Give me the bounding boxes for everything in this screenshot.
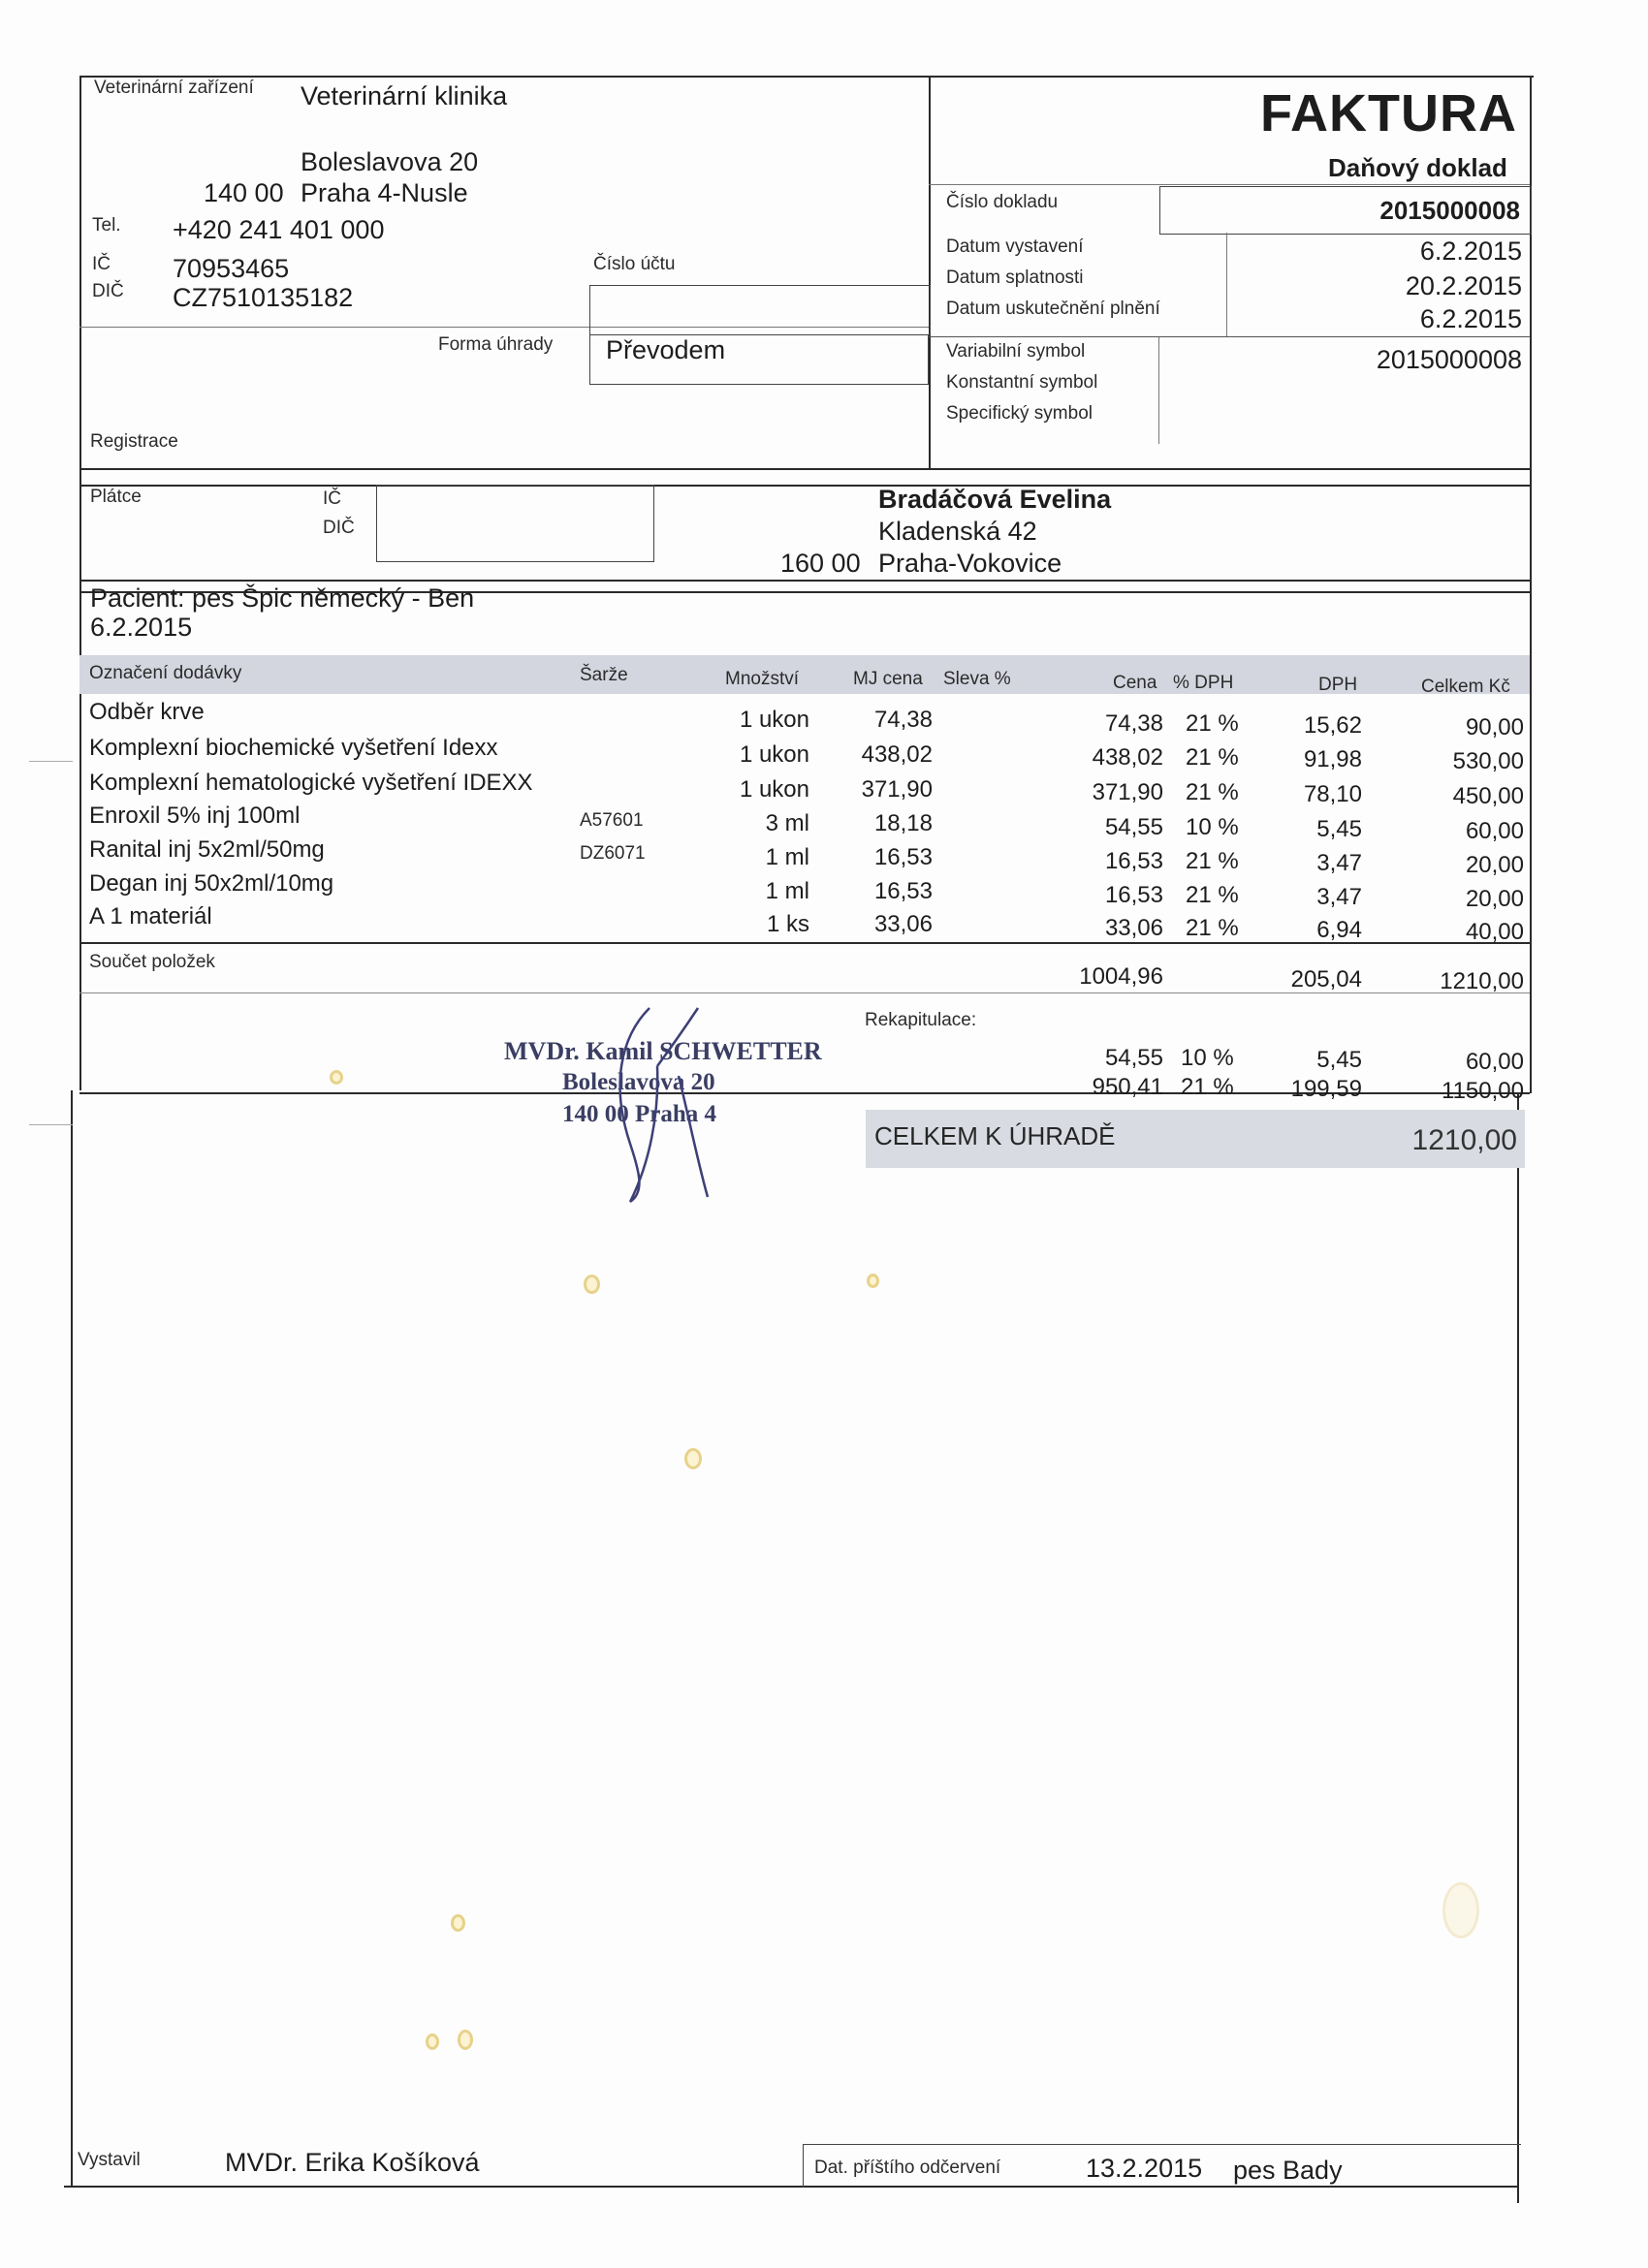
row-unit-price: 33,06 [873,911,933,937]
col-vat: DPH [1318,675,1358,695]
row-qty: 1 ukon [739,741,809,768]
recap-total: 1150,00 [1442,1078,1524,1104]
col-item: Označení dodávky [89,663,242,683]
payer-city: Praha-Vokovice [878,549,1062,578]
row-item: Ranital inj 5x2ml/50mg [89,836,325,863]
stain-spot [330,1070,343,1085]
invoice-subtitle: Daňový doklad [1328,153,1507,182]
supply-label: Datum uskutečnění plnění [946,299,1160,319]
invoice-title: FAKTURA [1260,84,1517,142]
patient-line: Pacient: pes Špic německý - Ben [90,583,475,613]
next-deworming-note: pes Bady [1233,2156,1343,2185]
row-qty: 1 ukon [739,776,809,803]
row-vat-rate: 21 % [1186,882,1239,908]
row-vat: 91,98 [1303,746,1362,772]
row-price: 54,55 [1104,814,1163,840]
row-unit-price: 16,53 [873,844,933,870]
row-total: 40,00 [1465,919,1524,945]
row-vat-rate: 21 % [1186,915,1239,941]
variable-symbol: 2015000008 [1376,345,1522,374]
row-vat-rate: 21 % [1186,779,1239,805]
clinic-dic-label: DIČ [92,281,124,301]
row-unit-price: 371,90 [861,776,933,803]
row-item: A 1 materiál [89,903,212,929]
row-total: 530,00 [1452,748,1524,774]
ks-label: Konstantní symbol [946,372,1098,393]
number-label: Číslo dokladu [946,192,1059,212]
row-total: 90,00 [1465,714,1524,740]
recap-price: 54,55 [1104,1045,1163,1071]
payer-street: Kladenská 42 [878,517,1037,546]
payment-value: Převodem [606,335,726,364]
clinic-label: Veterinární zařízení [94,78,254,98]
col-batch: Šarže [580,665,628,685]
next-deworming-label: Dat. příštího odčervení [814,2158,1001,2178]
row-batch: A57601 [580,810,644,831]
sum-label: Součet položek [89,952,215,972]
row-item: Komplexní hematologické vyšetření IDEXX [89,770,533,796]
recap-vat: 5,45 [1316,1047,1362,1073]
invoice-number: 2015000008 [1379,196,1520,225]
row-vat-rate: 21 % [1186,710,1239,737]
row-vat: 6,94 [1316,917,1362,943]
due-date: 20.2.2015 [1405,271,1522,300]
row-total: 20,00 [1465,852,1524,878]
clinic-name: Veterinární klinika [301,81,508,110]
account-label: Číslo účtu [593,254,676,274]
row-total: 60,00 [1465,818,1524,844]
issued-by-label: Vystavil [78,2150,141,2170]
col-qty: Množství [725,669,800,689]
stain-spot [1442,1882,1479,1938]
stain-spot [684,1448,702,1469]
clinic-city: Praha 4-Nusle [301,178,468,207]
recap-rate: 21 % [1181,1074,1234,1100]
stamp-line-3: 140 00 Praha 4 [562,1101,717,1127]
stain-spot [451,1914,465,1932]
payment-label: Forma úhrady [438,334,554,355]
stain-spot [458,2030,473,2050]
row-item: Komplexní biochemické vyšetření Idexx [89,735,498,761]
row-qty: 1 ml [765,878,809,904]
clinic-ic: 70953465 [173,254,290,283]
row-unit-price: 16,53 [873,878,933,904]
col-vat-rate: % DPH [1173,673,1234,693]
row-item: Degan inj 50x2ml/10mg [89,870,334,897]
col-price: Cena [1113,673,1157,693]
sum-total: 1210,00 [1440,968,1524,994]
col-total: Celkem Kč [1421,677,1510,697]
stain-spot [584,1275,600,1294]
row-unit-price: 438,02 [861,741,933,768]
recap-price: 950,41 [1092,1074,1163,1100]
row-vat: 5,45 [1316,816,1362,842]
clinic-tel-label: Tel. [92,215,121,236]
payer-label: Plátce [90,487,142,507]
stamp-line-1: MVDr. Kamil SCHWETTER [504,1037,822,1065]
row-vat-rate: 10 % [1186,814,1239,840]
row-vat: 15,62 [1303,712,1362,739]
payer-id-box [376,485,654,562]
row-vat-rate: 21 % [1186,744,1239,771]
payer-name: Bradáčová Evelina [878,485,1112,514]
row-qty: 1 ukon [739,707,809,733]
clinic-zip: 140 00 [204,178,284,207]
issued-label: Datum vystavení [946,236,1084,257]
signature [591,998,727,1212]
row-vat: 3,47 [1316,850,1362,876]
grand-total-label: CELKEM K ÚHRADĚ [874,1121,1116,1150]
row-price: 74,38 [1104,710,1163,737]
row-item: Odběr krve [89,699,205,725]
recap-vat: 199,59 [1290,1076,1362,1102]
payer-ic-label: IČ [323,488,341,509]
row-price: 16,53 [1104,882,1163,908]
row-qty: 3 ml [765,810,809,836]
clinic-ic-label: IČ [92,254,111,274]
row-item: Enroxil 5% inj 100ml [89,803,301,829]
col-unit-price: MJ cena [853,669,923,689]
patient-date: 6.2.2015 [90,613,193,642]
payer-zip: 160 00 [780,549,861,578]
issued-date: 6.2.2015 [1419,236,1522,266]
recap-label: Rekapitulace: [865,1010,977,1030]
due-label: Datum splatnosti [946,268,1084,288]
registration-label: Registrace [90,431,178,452]
row-total: 450,00 [1452,783,1524,809]
clinic-tel: +420 241 401 000 [173,215,385,244]
row-vat-rate: 21 % [1186,848,1239,874]
clinic-street: Boleslavova 20 [301,147,479,176]
row-batch: DZ6071 [580,843,646,864]
recap-total: 60,00 [1465,1049,1524,1075]
row-qty: 1 ks [766,911,809,937]
ss-label: Specifický symbol [946,403,1093,424]
next-deworming-date: 13.2.2015 [1086,2154,1203,2183]
supply-date: 6.2.2015 [1419,304,1522,333]
issued-by: MVDr. Erika Košíková [225,2148,480,2177]
row-price: 33,06 [1104,915,1163,941]
stain-spot [867,1274,879,1288]
row-unit-price: 18,18 [873,810,933,836]
account-box [589,285,931,335]
grand-total-value: 1210,00 [1411,1124,1517,1156]
row-total: 20,00 [1465,886,1524,912]
row-vat: 78,10 [1303,781,1362,807]
clinic-dic: CZ7510135182 [173,283,354,312]
recap-rate: 10 % [1181,1045,1234,1071]
row-price: 438,02 [1092,744,1163,771]
vs-label: Variabilní symbol [946,341,1086,362]
row-unit-price: 74,38 [873,707,933,733]
table-header-bar [79,655,1530,694]
stain-spot [426,2033,439,2050]
sum-price: 1004,96 [1079,963,1163,990]
row-price: 371,90 [1092,779,1163,805]
row-vat: 3,47 [1316,884,1362,910]
col-discount: Sleva % [943,669,1011,689]
row-price: 16,53 [1104,848,1163,874]
payer-dic-label: DIČ [323,518,355,538]
row-qty: 1 ml [765,844,809,870]
sum-vat: 205,04 [1290,966,1362,992]
stamp-line-2: Boleslavova 20 [562,1069,715,1095]
